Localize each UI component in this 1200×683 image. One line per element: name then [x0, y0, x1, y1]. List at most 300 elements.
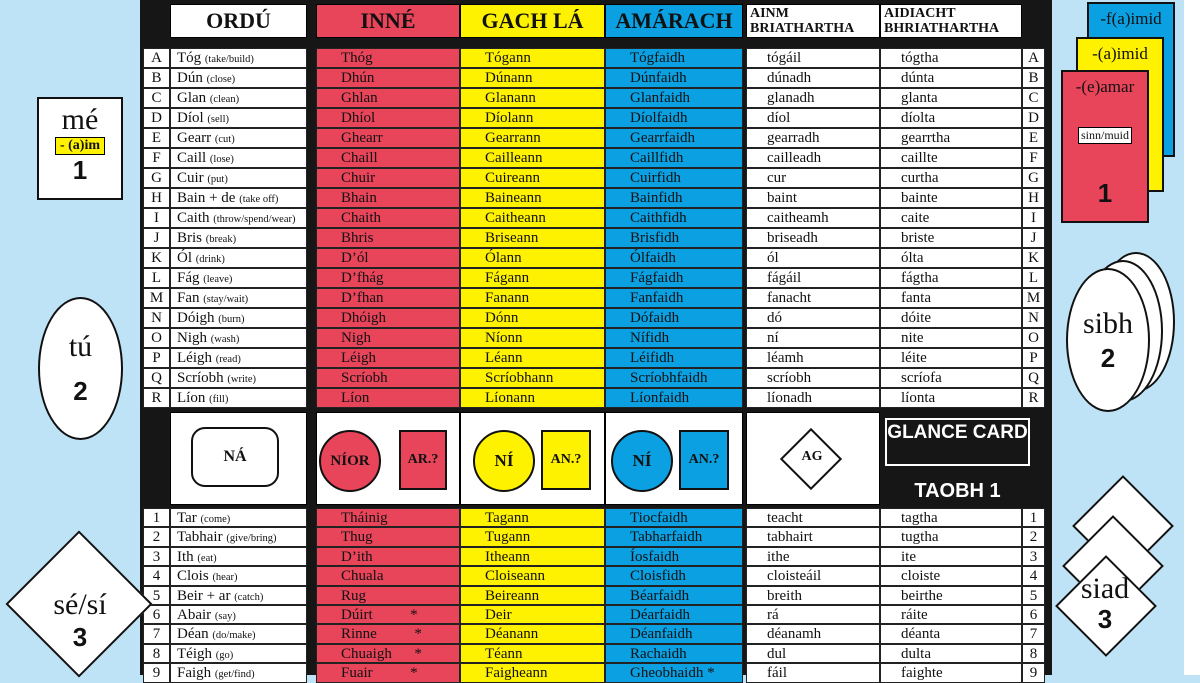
amarach-cell: Déarfaidh	[605, 605, 743, 624]
ainm-cell: déanamh	[746, 624, 880, 643]
verb-gloss: (take/build)	[204, 54, 254, 65]
aidiacht-cell: ráite	[880, 605, 1022, 624]
header-ordu: ORDÚ	[170, 4, 307, 38]
amarach-cell: Caillfidh	[605, 148, 743, 168]
verb-cell	[170, 168, 307, 188]
row-key-right: H	[1022, 188, 1045, 208]
person-number: 1	[72, 155, 88, 185]
amarach-cell: Fágfaidh	[605, 268, 743, 288]
row-key-right: 2	[1022, 527, 1045, 546]
inne-cell: Nigh	[316, 328, 460, 348]
verb-cell	[170, 527, 307, 546]
ar-question-box: AR.?	[399, 430, 447, 490]
page-edge	[1184, 0, 1200, 675]
gach_la-cell: Cloiseann	[460, 566, 605, 585]
inne-cell: Dhún	[316, 68, 460, 88]
row-key-right: 6	[1022, 605, 1045, 624]
row-key-right: K	[1022, 248, 1045, 268]
aidiacht-cell: tugtha	[880, 527, 1022, 546]
row-key: M	[143, 288, 170, 308]
row-key: 8	[143, 644, 170, 663]
row-key-right: A	[1022, 48, 1045, 68]
verb-gloss: (close)	[206, 74, 236, 85]
gach_la-cell: Caitheann	[460, 208, 605, 228]
row-key-right: C	[1022, 88, 1045, 108]
amarach-cell: Cuirfidh	[605, 168, 743, 188]
verb-label: Dóigh	[177, 310, 215, 326]
row-key-right: 1	[1022, 508, 1045, 527]
ainm-ag-cell	[746, 412, 880, 505]
verb-cell	[170, 308, 307, 328]
aidiacht-cell: dóite	[880, 308, 1022, 328]
row-key-right: L	[1022, 268, 1045, 288]
verb-label: Caill	[177, 150, 207, 166]
aidiacht-cell: tagtha	[880, 508, 1022, 527]
verb-gloss: (wash)	[210, 334, 240, 345]
row-key: 2	[143, 527, 170, 546]
verb-cell	[170, 48, 307, 68]
gach_la-cell: Níonn	[460, 328, 605, 348]
gach_la-cell: Léann	[460, 348, 605, 368]
ending-present: -(a)imid	[1092, 44, 1148, 63]
row-key: 4	[143, 566, 170, 585]
amarach-cell: Béarfaidh	[605, 586, 743, 605]
verb-cell	[170, 368, 307, 388]
an-question-box: AN.?	[541, 430, 591, 490]
gach_la-cell: Tagann	[460, 508, 605, 527]
ainm-cell: baint	[746, 188, 880, 208]
verb-gloss: (say)	[214, 611, 236, 622]
verb-cell	[170, 624, 307, 643]
aidiacht-cell: bainte	[880, 188, 1022, 208]
ainm-cell: fáil	[746, 663, 880, 682]
row-key-right: M	[1022, 288, 1045, 308]
aidiacht-cell: dúnta	[880, 68, 1022, 88]
negative-inne-cell	[316, 412, 460, 505]
gach_la-cell: Tógann	[460, 48, 605, 68]
verb-label: Déan	[177, 626, 209, 643]
inne-cell: D’ith	[316, 547, 460, 566]
verb-cell	[170, 228, 307, 248]
verb-cell	[170, 88, 307, 108]
ainm-cell: cloisteáil	[746, 566, 880, 585]
row-key-right: I	[1022, 208, 1045, 228]
verb-label: Ith	[177, 548, 194, 565]
aidiacht-cell: caillte	[880, 148, 1022, 168]
ainm-cell: dó	[746, 308, 880, 328]
gach_la-cell: Beireann	[460, 586, 605, 605]
negative-gach-la-cell	[460, 412, 605, 505]
gach_la-cell: Tugann	[460, 527, 605, 546]
verb-gloss: (put)	[207, 174, 228, 185]
inne-cell: Chuala	[316, 566, 460, 585]
verb-gloss: (catch)	[234, 591, 264, 603]
gach_la-cell: Deir	[460, 605, 605, 624]
ending-me: - (a)im	[55, 137, 105, 155]
gach_la-cell: Cuireann	[460, 168, 605, 188]
inne-cell: Bhris	[316, 228, 460, 248]
ni-circle: NÍ	[473, 430, 535, 492]
gach_la-cell: Dónn	[460, 308, 605, 328]
row-key: K	[143, 248, 170, 268]
row-key: F	[143, 148, 170, 168]
aidiacht-cell: briste	[880, 228, 1022, 248]
person-number: 2	[1100, 342, 1116, 373]
verb-gloss: (clean)	[209, 94, 240, 105]
verb-cell	[170, 188, 307, 208]
verb-gloss: (cut)	[214, 134, 235, 145]
inne-cell: Ghlan	[316, 88, 460, 108]
amarach-cell: Nífidh	[605, 328, 743, 348]
amarach-cell: Díolfaidh	[605, 108, 743, 128]
ending-future: -f(a)imid	[1100, 9, 1162, 28]
verb-gloss: (read)	[215, 354, 241, 365]
verb-cell	[170, 605, 307, 624]
inne-cell: Bhain	[316, 188, 460, 208]
aidiacht-cell: glanta	[880, 88, 1022, 108]
pronoun-tu: tú	[68, 330, 93, 363]
person-number: 3	[1097, 604, 1113, 634]
aidiacht-cell: nite	[880, 328, 1022, 348]
pronoun-sibh: sibh	[1082, 306, 1133, 340]
row-key: L	[143, 268, 170, 288]
row-key-right: 9	[1022, 663, 1045, 682]
verb-label: Ól	[177, 250, 192, 266]
row-key: D	[143, 108, 170, 128]
inne-cell: Rug	[316, 586, 460, 605]
row-key-right: E	[1022, 128, 1045, 148]
inne-cell: Thug	[316, 527, 460, 546]
row-key: P	[143, 348, 170, 368]
gach_la-cell: Dúnann	[460, 68, 605, 88]
ainm-cell: teacht	[746, 508, 880, 527]
gach_la-cell: Díolann	[460, 108, 605, 128]
verb-cell	[170, 566, 307, 585]
row-key: J	[143, 228, 170, 248]
amarach-cell: Bainfidh	[605, 188, 743, 208]
inne-cell: Scríobh	[316, 368, 460, 388]
inne-cell: Dhóigh	[316, 308, 460, 328]
ainm-cell: díol	[746, 108, 880, 128]
inne-cell: Chaill	[316, 148, 460, 168]
amarach-cell: Líonfaidh	[605, 388, 743, 408]
amarach-cell: Léifidh	[605, 348, 743, 368]
inne-cell: D’fhan	[316, 288, 460, 308]
ainm-cell: fágáil	[746, 268, 880, 288]
aidiacht-cell: curtha	[880, 168, 1022, 188]
ainm-cell: caitheamh	[746, 208, 880, 228]
verb-label: Fan	[177, 290, 200, 306]
ainm-cell: fanacht	[746, 288, 880, 308]
row-key: Q	[143, 368, 170, 388]
verb-gloss: (eat)	[197, 552, 217, 564]
ainm-cell: líonadh	[746, 388, 880, 408]
verb-label: Tar	[177, 510, 197, 526]
verb-label: Beir + ar	[177, 587, 231, 604]
verb-cell	[170, 586, 307, 605]
inne-cell: Thóg	[316, 48, 460, 68]
verb-gloss: (get/find)	[214, 669, 255, 681]
ainm-cell: scríobh	[746, 368, 880, 388]
inne-cell: D’fhág	[316, 268, 460, 288]
inne-cell: Dhíol	[316, 108, 460, 128]
aidiacht-cell: fanta	[880, 288, 1022, 308]
verb-gloss: (hear)	[212, 572, 238, 584]
verb-cell	[170, 328, 307, 348]
row-key: R	[143, 388, 170, 408]
aidiacht-cell: ite	[880, 547, 1022, 566]
ainm-cell: breith	[746, 586, 880, 605]
row-key-right: 7	[1022, 624, 1045, 643]
pronoun-card-sibh	[1066, 268, 1150, 412]
amarach-cell: Tiocfaidh	[605, 508, 743, 527]
aidiacht-cell: díolta	[880, 108, 1022, 128]
verb-cell	[170, 208, 307, 228]
verb-cell	[170, 268, 307, 288]
verb-label: Dún	[177, 70, 203, 86]
amarach-cell: Gearrfaidh	[605, 128, 743, 148]
person-number: 2	[73, 376, 88, 406]
amarach-cell: Glanfaidh	[605, 88, 743, 108]
ending-past: -(e)amar	[1075, 77, 1135, 96]
ainm-cell: briseadh	[746, 228, 880, 248]
inne-cell: Chaith	[316, 208, 460, 228]
inne-cell: Ghearr	[316, 128, 460, 148]
verb-cell	[170, 348, 307, 368]
negative-amarach-cell	[605, 412, 743, 505]
row-key-right: 4	[1022, 566, 1045, 585]
ainm-cell: ól	[746, 248, 880, 268]
aidiacht-cell: tógtha	[880, 48, 1022, 68]
ainm-cell: tógáil	[746, 48, 880, 68]
ainm-cell: ithe	[746, 547, 880, 566]
row-key: 7	[143, 624, 170, 643]
amarach-cell: Brisfidh	[605, 228, 743, 248]
ainm-cell: dúnadh	[746, 68, 880, 88]
gach_la-cell: Líonann	[460, 388, 605, 408]
row-key-right: F	[1022, 148, 1045, 168]
inne-cell: Dúirt *	[316, 605, 460, 624]
glance-card-title: GLANCE CARD	[885, 418, 1030, 466]
row-key: A	[143, 48, 170, 68]
header-ainm: AINM BRIATHARTHA	[746, 4, 880, 38]
verb-cell	[170, 508, 307, 527]
row-key-right: P	[1022, 348, 1045, 368]
row-key-right: D	[1022, 108, 1045, 128]
verb-label: Téigh	[177, 645, 212, 662]
verb-label: Caith	[177, 210, 210, 226]
verb-gloss: (give/bring)	[226, 533, 277, 545]
amarach-cell: Íosfaidh	[605, 547, 743, 566]
verb-label: Bain + de	[177, 190, 236, 206]
header-gach-la: GACH LÁ	[460, 4, 605, 38]
gach_la-cell: Fágann	[460, 268, 605, 288]
aidiacht-cell: fágtha	[880, 268, 1022, 288]
verb-gloss: (take off)	[239, 194, 279, 205]
verb-label: Faigh	[177, 665, 212, 682]
amarach-cell: Gheobhaidh *	[605, 663, 743, 682]
verb-gloss: (come)	[200, 514, 231, 525]
gach_la-cell: Briseann	[460, 228, 605, 248]
verb-gloss: (fill)	[209, 394, 229, 405]
gach_la-cell: Baineann	[460, 188, 605, 208]
ainm-cell: cur	[746, 168, 880, 188]
verb-cell	[170, 68, 307, 88]
ni-circle: NÍ	[611, 430, 673, 492]
verb-gloss: (drink)	[195, 254, 225, 265]
person-number: 3	[72, 622, 88, 652]
inne-cell: Líon	[316, 388, 460, 408]
aidiacht-cell: dulta	[880, 644, 1022, 663]
inne-cell: Tháinig	[316, 508, 460, 527]
verb-label: Glan	[177, 90, 207, 106]
amarach-cell: Cloisfidh	[605, 566, 743, 585]
ainm-cell: ní	[746, 328, 880, 348]
verb-gloss: (burn)	[218, 314, 245, 325]
inne-cell: Léigh	[316, 348, 460, 368]
amarach-cell: Dófaidh	[605, 308, 743, 328]
verb-cell	[170, 663, 307, 682]
verb-cell	[170, 388, 307, 408]
amarach-cell: Tabharfaidh	[605, 527, 743, 546]
gach_la-cell: Itheann	[460, 547, 605, 566]
row-key-right: 3	[1022, 547, 1045, 566]
verb-cell	[170, 108, 307, 128]
row-key-right: N	[1022, 308, 1045, 328]
verb-gloss: (do/make)	[212, 630, 256, 642]
ainm-cell: dul	[746, 644, 880, 663]
inne-cell: Fuair *	[316, 663, 460, 682]
aidiacht-cell: cloiste	[880, 566, 1022, 585]
header-aidiacht: AIDIACHT BHRIATHARTHA	[880, 4, 1022, 38]
gach_la-cell: Gearrann	[460, 128, 605, 148]
aidiacht-cell: ólta	[880, 248, 1022, 268]
gach_la-cell: Faigheann	[460, 663, 605, 682]
aidiacht-cell: déanta	[880, 624, 1022, 643]
verb-cell	[170, 128, 307, 148]
verb-label: Tabhair	[177, 529, 223, 546]
aidiacht-cell: faighte	[880, 663, 1022, 682]
amarach-cell: Ólfaidh	[605, 248, 743, 268]
amarach-cell: Déanfaidh	[605, 624, 743, 643]
verb-gloss: (sell)	[207, 114, 229, 125]
gach_la-cell: Déanann	[460, 624, 605, 643]
verb-gloss: (throw/spend/wear)	[213, 214, 296, 225]
verb-label: Léigh	[177, 350, 212, 366]
ainm-cell: tabhairt	[746, 527, 880, 546]
verb-label: Gearr	[177, 130, 212, 146]
row-key-right: J	[1022, 228, 1045, 248]
aidiacht-cell: gearrtha	[880, 128, 1022, 148]
row-key-right: 8	[1022, 644, 1045, 663]
nior-circle: NÍOR	[319, 430, 381, 492]
row-key: N	[143, 308, 170, 328]
inne-cell: D’ól	[316, 248, 460, 268]
aidiacht-cell: beirthe	[880, 586, 1022, 605]
gach_la-cell: Cailleann	[460, 148, 605, 168]
pronoun-siad: siad	[1080, 572, 1130, 605]
ainm-cell: rá	[746, 605, 880, 624]
ainm-cell: léamh	[746, 348, 880, 368]
verb-gloss: (leave)	[203, 274, 233, 285]
na-box: NÁ	[191, 427, 279, 487]
verb-gloss: (write)	[227, 374, 256, 385]
row-key-right: O	[1022, 328, 1045, 348]
verb-label: Tóg	[177, 50, 202, 66]
glance-card-side: TAOBH 1	[914, 480, 1001, 502]
verb-label: Nigh	[177, 330, 207, 346]
gach_la-cell: Téann	[460, 644, 605, 663]
verb-gloss: (break)	[205, 234, 237, 245]
verb-gloss: (stay/wait)	[203, 294, 249, 305]
inne-cell: Rinne *	[316, 624, 460, 643]
ainm-cell: gearradh	[746, 128, 880, 148]
row-key-right: Q	[1022, 368, 1045, 388]
verb-gloss: (lose)	[209, 154, 234, 165]
verb-label: Fág	[177, 270, 200, 286]
person-number: 1	[1097, 178, 1113, 208]
verb-cell	[170, 288, 307, 308]
verb-cell	[170, 148, 307, 168]
verb-label: Scríobh	[177, 370, 224, 386]
ag-label: AG	[801, 449, 823, 464]
verb-cell	[170, 248, 307, 268]
aidiacht-cell: scríofa	[880, 368, 1022, 388]
ainm-cell: cailleadh	[746, 148, 880, 168]
verb-cell	[170, 644, 307, 663]
row-key-right: B	[1022, 68, 1045, 88]
verb-label: Líon	[177, 390, 206, 406]
row-key: O	[143, 328, 170, 348]
row-key: H	[143, 188, 170, 208]
amarach-cell: Caithfidh	[605, 208, 743, 228]
row-key: I	[143, 208, 170, 228]
header-amarach: AMÁRACH	[605, 4, 743, 38]
ainm-cell: glanadh	[746, 88, 880, 108]
pronoun-se-si: sé/sí	[53, 588, 107, 621]
row-key: G	[143, 168, 170, 188]
ending-card-past	[1061, 70, 1149, 223]
row-key-right: 5	[1022, 586, 1045, 605]
aidiacht-cell: líonta	[880, 388, 1022, 408]
verb-gloss: (go)	[215, 649, 234, 661]
row-key: 9	[143, 663, 170, 682]
verb-cell	[170, 547, 307, 566]
negative-ordu-cell	[170, 412, 307, 505]
verb-label: Díol	[177, 110, 204, 126]
verb-label: Cuir	[177, 170, 204, 186]
aidiacht-cell: caite	[880, 208, 1022, 228]
amarach-cell: Tógfaidh	[605, 48, 743, 68]
gach_la-cell: Scríobhann	[460, 368, 605, 388]
gach_la-cell: Ólann	[460, 248, 605, 268]
pronoun-card-me	[37, 97, 123, 200]
row-key: 6	[143, 605, 170, 624]
an-question-box: AN.?	[679, 430, 729, 490]
header-inne: INNÉ	[316, 4, 460, 38]
pronoun-me: mé	[61, 103, 99, 136]
inne-cell: Chuir	[316, 168, 460, 188]
gach_la-cell: Fanann	[460, 288, 605, 308]
amarach-cell: Fanfaidh	[605, 288, 743, 308]
verb-label: Bris	[177, 230, 203, 246]
inne-cell: Chuaigh *	[316, 644, 460, 663]
row-key: C	[143, 88, 170, 108]
aidiacht-cell: léite	[880, 348, 1022, 368]
verb-label: Clois	[177, 568, 209, 585]
row-key: E	[143, 128, 170, 148]
row-key: 3	[143, 547, 170, 566]
